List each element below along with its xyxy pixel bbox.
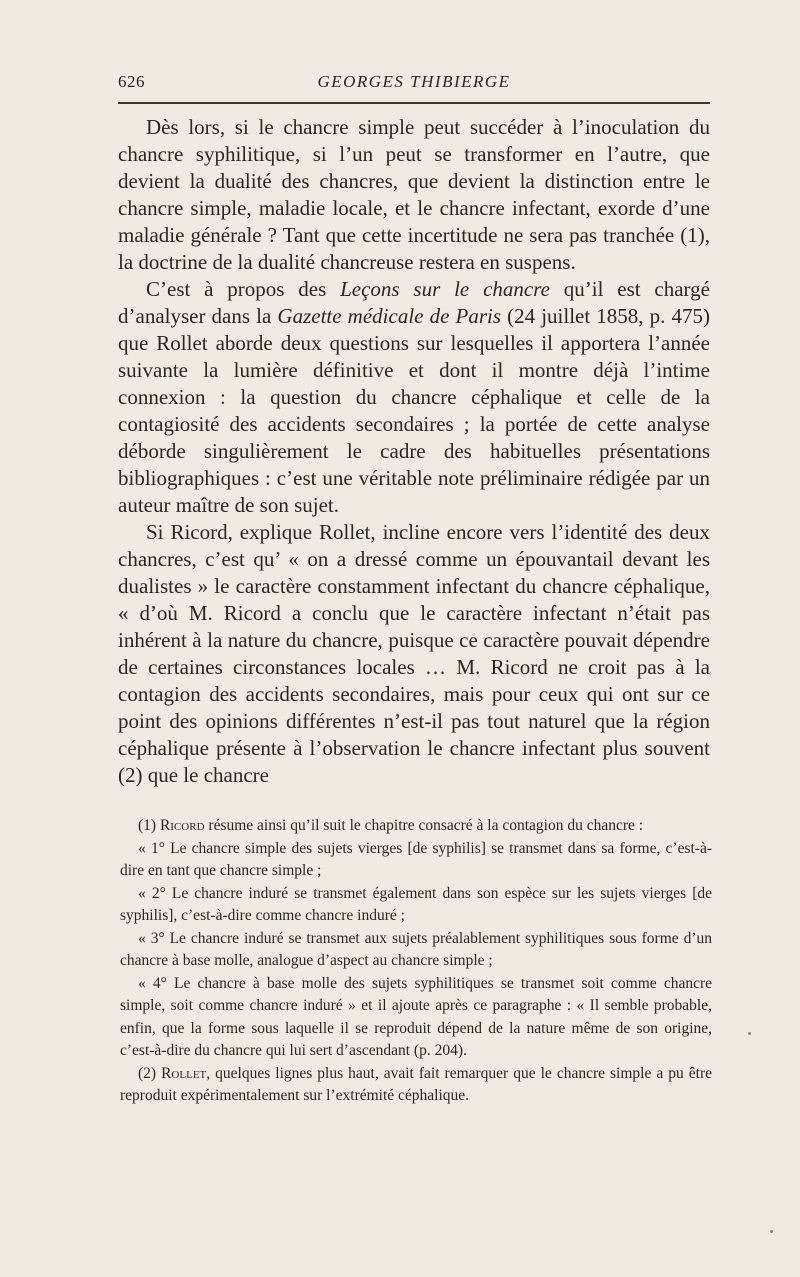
footnote-1-item-1: « 1° Le chancre simple des sujets vierges [de syphilis] se transmet dans sa forme, c’est-à-dire en tant que chancre simple ; [120, 839, 712, 879]
running-title: GEORGES THIBIERGE [317, 72, 511, 91]
paragraph-2 [118, 276, 710, 519]
header-rule [118, 102, 710, 104]
paper-speck [770, 1230, 773, 1233]
footnote-1 [120, 815, 712, 838]
book-title-lecons: Leçons sur le chancre [340, 277, 550, 301]
footnote-1-item-4: « 4° Le chancre à base molle des sujets syphilitiques se transmet soit comme chancre simple, soit comme chancre induré » et il ajoute après ce paragraphe : « Il semble probable, enfin, que la forme sous laquelle il se reproduit dépend de la nature même de son origine, c’est-à-dire du chancre qui lui sert d’ascendant (p. 204). [120, 974, 712, 1059]
footnote-1-item-2: « 2° Le chancre induré se transmet également dans son espèce sur les sujets vierges [de syphilis], c’est-à-dire comme chancre induré ; [120, 884, 712, 924]
footnote-1-mark: (1) [138, 817, 160, 834]
paragraph-3: Si Ricord, explique Rollet, incline encore vers l’identité des deux chancres, c’est qu’ « on a dressé comme un épouvantail devant les dualistes » le caractère constamment infectant du chancre céphalique, « d’où M. Ricord a conclu que le caractère infectant n’était pas inhérent à la nature du chancre, puisque ce caractère pouvait dépendre de certaines circonstances locales … M. Ricord ne croit pas à la contagion des accidents secondaires, mais pour ceux qui ont sur ce point des opinions différentes n’est-il pas tout naturel que la région céphalique présente à l’observation le chancre infectant plus souvent (2) que le chancre [118, 520, 710, 787]
main-text [118, 114, 710, 789]
page-number: 626 [118, 72, 145, 91]
paragraph-2-part-c: (24 juillet 1858, p. 475) que Rollet aborde deux questions sur lesquelles il apportera l’année suivante la lumière définitive et dont il montre déjà l’intime connexion : la question du chancre céphalique et celle de la contagiosité des accidents secondaires ; la portée de cette analyse déborde singulièrement le cadre des habituelles présentations bibliographiques : c’est une véritable note préliminaire rédigée par un auteur maître de son sujet. [118, 304, 711, 517]
footnote-2-mark: (2) [138, 1064, 162, 1082]
footnote-1-item-3: « 3° Le chancre induré se transmet aux sujets préalablement syphilitiques sous forme d’un chancre à base molle, analogue d’aspect au chancre simple ; [120, 929, 712, 969]
footnote-1-text: résume ainsi qu’il suit le chapitre consacré à la contagion du chancre : [204, 817, 644, 834]
paper-speck [748, 1032, 751, 1035]
footnote-2-author: Rollet [161, 1064, 207, 1082]
footnote-1-author: Ricord [159, 817, 205, 834]
paragraph-1: Dès lors, si le chancre simple peut succéder à l’inoculation du chancre syphilitique, si l’un peut se transformer en l’autre, que devient la dualité des chancres, que devient la distinction entre le chancre simple, maladie locale, et le chancre infectant, exorde d’une maladie générale ? Tant que cette incertitude ne sera pas tranchée (1), la doctrine de la dualité chancreuse restera en suspens. [118, 115, 710, 274]
footnote-2-text: , quelques lignes plus haut, avait fait remarquer que le chancre simple a pu être reproduit expérimentalement sur l’extrémité céphalique. [120, 1064, 712, 1104]
page-header [118, 72, 710, 96]
footnote-2 [120, 1063, 712, 1108]
journal-title-gazette: Gazette médicale de Paris [277, 304, 502, 328]
paragraph-2-part-b: qu’il est chargé d’analyser dans la [118, 277, 710, 328]
footnotes [120, 815, 712, 1108]
paragraph-2-part-a: C’est à propos des [146, 277, 341, 301]
